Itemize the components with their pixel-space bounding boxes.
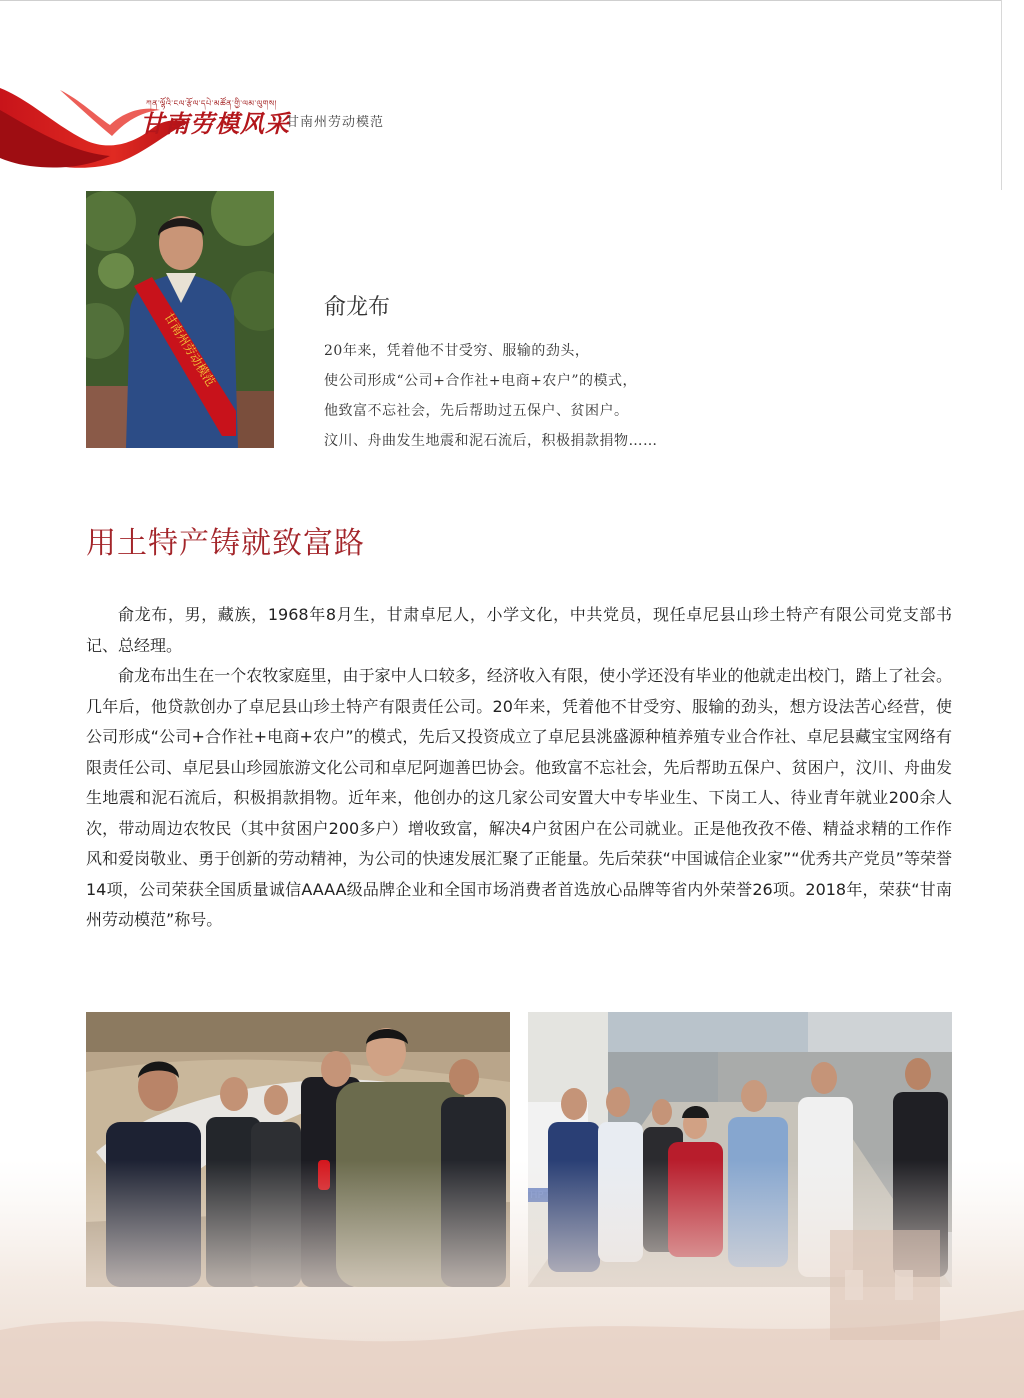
person-name: 俞龙布 (324, 295, 391, 320)
brand-subtitle: 甘南州劳动模范 (286, 115, 385, 130)
intro-line: 使公司形成“公司+合作社+电商+农户”的模式， (324, 373, 638, 389)
intro-line: 20年来，凭着他不甘受穷、服输的劲头， (324, 343, 590, 359)
intro-line: 他致富不忘社会，先后帮助过五保户、贫困户。 (324, 403, 629, 419)
article-paragraph: 俞龙布，男，藏族，1968年8月生，甘肃卓尼人，小学文化，中共党员，现任卓尼县山珍土特产有限公司党支部书记、总经理。 (86, 605, 952, 655)
tibetan-header-text: ཀན་ལྷོའི་ངལ་རྩོལ་དཔེ་མཚོན་གྱི་ལམ་ལུགས། (146, 99, 277, 108)
sash-text: 甘南州劳动模范 (161, 310, 218, 389)
article-title: 用土特产铸就致富路 (86, 526, 365, 561)
right-border (1001, 0, 1002, 190)
intro-block (324, 336, 658, 456)
intro-line: 汶川、舟曲发生地震和泥石流后，积极捐款捐物…… (324, 433, 658, 449)
field-visit-photo (86, 1012, 510, 1287)
article-paragraph: 俞龙布出生在一个农牧家庭里，由于家中人口较多，经济收入有限，使小学还没有毕业的他就走出校门，踏上了社会。几年后，他贷款创办了卓尼县山珍土特产有限责任公司。20年来，凭着他不甘受穷、服输的劲头，想方设法苦心经营，使公司形成“公司+合作社+电商+农户”的模式，先后又投资成立了卓尼县洮盛源种植养殖专业合作社、卓尼县藏宝宝网络有限责任公司、卓尼县山珍园旅游文化公司和卓尼阿迦善巴协会。他致富不忘社会，先后帮助五保户、贫困户，汶川、舟曲发生地震和泥石流后，积极捐款捐物。近年来，他创办的这几家公司安置大中专毕业生、下岗工人、待业青年就业200余人次，带动周边农牧民（其中贫困户200多户）增收致富，解决4户贫困户在公司就业。正是他孜孜不倦、精益求精的工作作风和爱岗敬业、勇于创新的劳动精神，为公司的快速发展汇聚了正能量。先后荣获“中国诚信企业家”“优秀共产党员”等荣誉14项，公司荣获全国质量诚信AAAA级品牌企业和全国市场消费者首选放心品牌等省内外荣誉26项。2018年，荣获“甘南州劳动模范”称号。 (86, 666, 952, 929)
article-body (86, 600, 952, 936)
top-border (0, 0, 1002, 1)
alley-visit-photo (528, 1012, 952, 1287)
portrait-photo (86, 191, 274, 448)
brand-title: 甘南劳模风采 (140, 109, 290, 138)
